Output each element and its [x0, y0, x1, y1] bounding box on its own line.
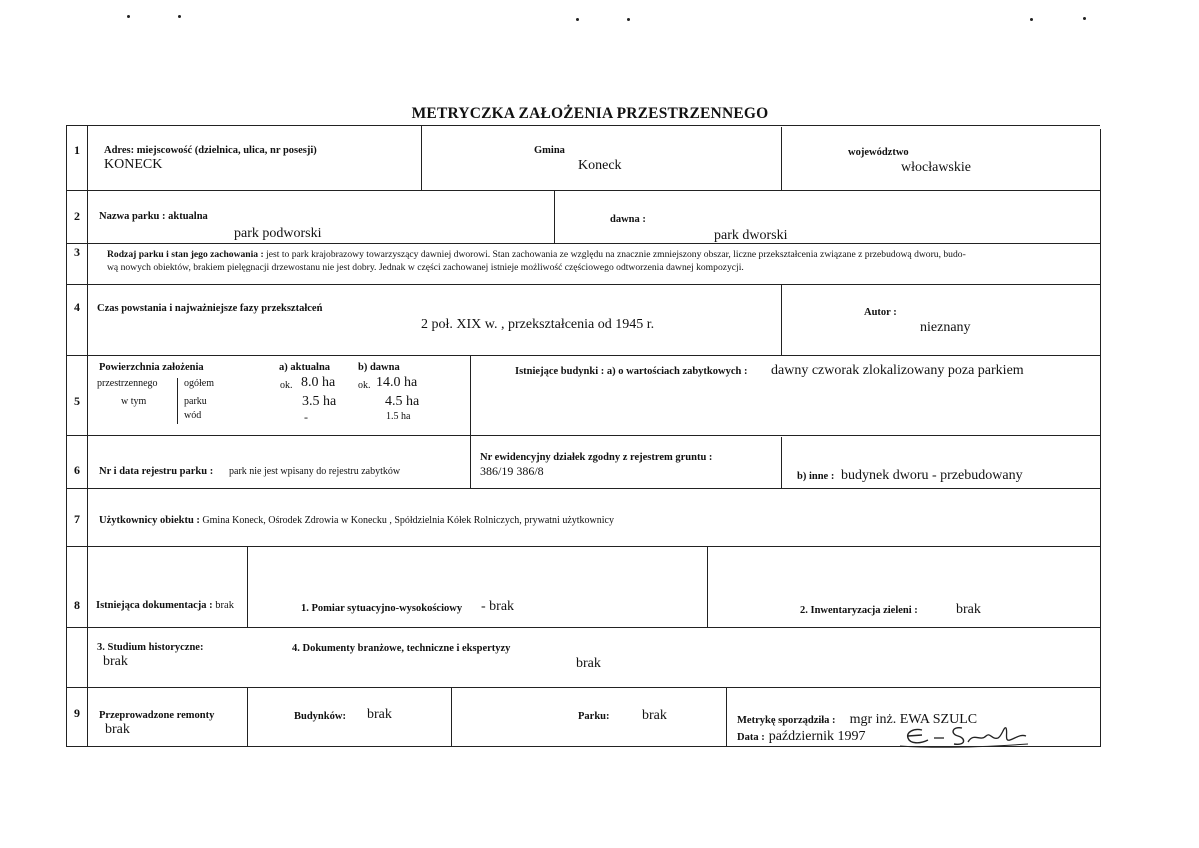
row-number: 3 [74, 245, 80, 259]
industry-docs-label: 4. Dokumenty branżowe, techniczne i ekspertyzy [292, 643, 511, 654]
users-label: Użytkownicy obiektu : [99, 515, 200, 526]
area-ok-a: ok. [280, 380, 293, 391]
renov-buildings-value: brak [367, 707, 392, 722]
row-number: 2 [74, 209, 80, 223]
address-value: KONECK [104, 157, 163, 172]
park-name-former-label: dawna : [610, 214, 646, 225]
document-title: METRYCZKA ZAŁOŻENIA PRZESTRZENNEGO [411, 105, 769, 122]
buildings-label: Istniejące budynki : a) o wartościach zabytkowych : [515, 366, 748, 377]
gmina-value: Koneck [578, 158, 622, 173]
phases-label: Czas powstania i najważniejsze fazy przekształceń [97, 303, 323, 314]
date-label: Data : [737, 732, 765, 743]
area-col-a: a) aktualna [279, 362, 331, 373]
area-a-park: 3.5 ha [302, 394, 337, 409]
documentation-label: Istniejąca dokumentacja : [96, 600, 213, 611]
study-label: 3. Studium historyczne: [97, 642, 204, 653]
date-text [737, 727, 866, 745]
documentation-value: brak [215, 600, 234, 611]
buildings-value: dawny czworak zlokalizowany poza parkiem [771, 363, 1024, 378]
renov-park-value: brak [642, 708, 667, 723]
area-spatial: przestrzennego [97, 378, 158, 389]
users-text [99, 515, 614, 526]
plots-value: 386/19 386/8 [480, 464, 544, 478]
documentation-text [96, 600, 234, 611]
register-label: Nr i data rejestru parku : [99, 466, 214, 477]
park-name-former-value: park dworski [714, 228, 788, 243]
row-number: 5 [74, 394, 80, 408]
other-buildings-label: b) inne : [797, 471, 835, 482]
survey-label: 1. Pomiar sytuacyjno-wysokościowy [301, 603, 463, 614]
author-value: nieznany [920, 320, 971, 335]
renovations-value: brak [105, 722, 130, 737]
renovations-label: Przeprowadzone remonty [99, 710, 215, 721]
scan-speck [1030, 18, 1033, 21]
address-label: Adres: miejscowość (dzielnica, ulica, nr posesji) [104, 145, 317, 156]
area-general-label: ogółem [184, 378, 214, 389]
area-a-water: - [304, 410, 308, 424]
scan-speck [178, 15, 181, 18]
voivodeship-value: włocławskie [901, 160, 971, 175]
renov-buildings-label: Budynków: [294, 711, 346, 722]
row-number: 9 [74, 706, 80, 720]
prepared-by-value: mgr inż. EWA SZULC [849, 712, 978, 727]
park-name-current-value: park podworski [234, 226, 322, 241]
study-value: brak [103, 654, 128, 669]
row-number: 8 [74, 598, 80, 612]
phases-value: 2 poł. XIX w. , przekształcenia od 1945 r. [421, 317, 655, 332]
park-type-line1: jest to park krajobrazowy towarzyszący dawniej dworowi. Stan zachowania ze względu na znacznie zmniejszony obszar, liczne przekształcenia związane z przebudową dworu, budo- [266, 249, 966, 260]
users-value: Gmina Koneck, Ośrodek Zdrowia w Konecku , Spółdzielnia Kółek Rolniczych, prywatni użytkownicy [202, 515, 614, 526]
scan-speck [627, 18, 630, 21]
industry-docs-value: brak [576, 656, 601, 671]
inventory-value: brak [956, 602, 981, 617]
gmina-label: Gmina [534, 145, 565, 156]
voivodeship-label: województwo [848, 147, 909, 158]
area-including: w tym [121, 396, 147, 407]
area-col-b: b) dawna [358, 362, 400, 373]
survey-value: - brak [481, 599, 515, 614]
other-buildings-value: budynek dworu - przebudowany [841, 468, 1023, 483]
area-label: Powierzchnia założenia [99, 362, 204, 373]
author-label: Autor : [864, 307, 897, 318]
area-ok-b: ok. [358, 380, 371, 391]
row-number: 1 [74, 143, 80, 157]
park-type-line2: wą nowych obiektów, brakiem pielęgnacji drzewostanu nie jest dobry. Jednak w części zachowanej istnieje możliwość częściowego odtworzenia dawnej kompozycji. [107, 262, 744, 273]
park-type-text [107, 248, 1097, 274]
row-number: 6 [74, 463, 80, 477]
register-value: park nie jest wpisany do rejestru zabytków [229, 466, 401, 477]
area-a-general: 8.0 ha [301, 375, 336, 390]
scan-speck [576, 18, 579, 21]
renov-park-label: Parku: [578, 711, 610, 722]
scan-speck [127, 15, 130, 18]
row-number: 7 [74, 512, 80, 526]
area-b-general: 14.0 ha [376, 375, 418, 390]
scan-speck [1083, 17, 1086, 20]
plots-label: Nr ewidencyjny działek zgodny z rejestrem gruntu : [480, 452, 713, 463]
park-type-label: Rodzaj parku i stan jego zachowania : [107, 249, 264, 260]
area-water-label: wód [184, 410, 202, 421]
row-number: 4 [74, 300, 80, 314]
area-b-water: 1.5 ha [386, 411, 411, 422]
signature [900, 722, 1030, 750]
inventory-label: 2. Inwentaryzacja zieleni : [800, 605, 918, 616]
date-value: październik 1997 [768, 729, 866, 744]
park-name-current-label: Nazwa parku : aktualna [99, 211, 208, 222]
prepared-by-label: Metrykę sporządziła : [737, 715, 836, 726]
area-b-park: 4.5 ha [385, 394, 420, 409]
area-park-label: parku [184, 396, 207, 407]
